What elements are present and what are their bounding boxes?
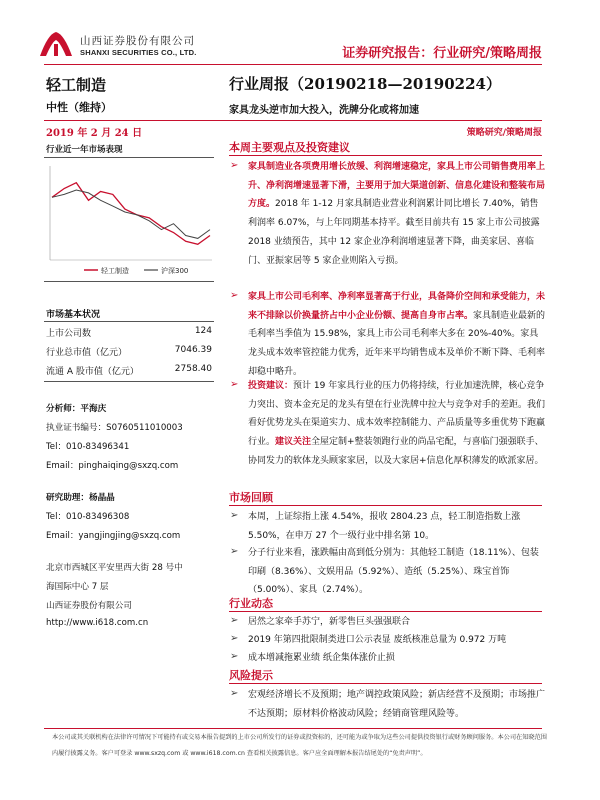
market-review-title: 市场回顾 xyxy=(229,491,273,504)
market-row-listed-count xyxy=(46,326,212,339)
address-line: 北京市西城区平安里西大街 28 号中 xyxy=(46,563,183,573)
view-paragraph-1 xyxy=(248,158,546,270)
company-name-cn: 山西证券股份有限公司 xyxy=(80,35,195,47)
market-row-value: 124 xyxy=(194,326,212,336)
analyst-tel: Tel：010-83496341 xyxy=(46,442,130,452)
market-row-total-cap xyxy=(46,345,212,358)
performance-divider xyxy=(44,157,214,158)
view-1-body: 2018 年 1-12 月家具制造业营业利润累计同比增长 7.40%，销售利润率 6.07%，与上年同期基本持平。截至目前共有 15 家上市公司披露 2018 业绩预告，其中 12 家企业净利润增速显著下降，曲美家居、喜临门、亚振家居等 5 家企业则陷入亏损。 xyxy=(248,199,540,266)
market-data-divider xyxy=(44,321,214,322)
industry-news-divider xyxy=(229,611,542,612)
chart-divider xyxy=(44,281,214,282)
bullet-icon: ➢ xyxy=(230,160,239,171)
view-2-highlight: 家具上市公司毛利率、净利率显著高于行业，具备降价空间和承受能力，未来不排除以价换量挤占中小企业份额、提高自身市占率。 xyxy=(248,292,546,321)
investment-advice-label: 投资建议： xyxy=(248,381,294,391)
news-item-3: 成本增减拖累业绩 纸企集体涨价止损 xyxy=(248,653,395,663)
bullet-icon: ➢ xyxy=(230,651,239,662)
header-divider xyxy=(44,64,542,65)
legend-label-industry: 轻工制造 xyxy=(101,267,129,275)
market-row-value: 2758.40 xyxy=(174,364,212,374)
analyst-name: 分析师：平海庆 xyxy=(46,404,107,414)
recommend-body: 全屋定制+整装领跑行业的尚品宅配，与喜临门强强联手、协同发力的软体龙头顾家家居，以及大家居+信息化厚积薄发的欧派家居。 xyxy=(248,437,544,466)
bullet-icon: ➢ xyxy=(230,510,239,521)
bullet-icon: ➢ xyxy=(230,633,239,644)
bullet-icon: ➢ xyxy=(230,688,239,699)
market-row-float-cap xyxy=(46,364,212,377)
view-2-body: 家具制造业最新的毛利率当季值为 15.98%，家具上市公司毛利率大多在 20%-40%。家具龙头成本效率管控能力优秀，近年来平均销售成本及单价不断下降、毛利率却稳中略升。 xyxy=(248,310,546,377)
market-row-label: 流通 A 股市值（亿元） xyxy=(46,367,139,377)
footer-divider xyxy=(44,728,542,729)
industry-rating: 中性（维持） xyxy=(46,101,112,114)
analyst-email[interactable]: Email：pinghaiqing@sxzq.com xyxy=(46,461,179,471)
company-logo xyxy=(38,30,74,58)
risk-divider xyxy=(229,683,542,684)
market-review-item-1: 本周，上证综指上涨 4.54%，报收 2804.23 点，轻工制造指数上涨 5.50%，在申万 27 个一级行业中排名第 10。 xyxy=(248,512,521,541)
report-subtitle: 家具龙头逆市加大投入，洗牌分化或将加速 xyxy=(229,105,419,116)
news-item-1: 居然之家牵手苏宁，新零售巨头强强联合 xyxy=(248,617,411,627)
category-tag: 策略研究/策略周报 xyxy=(466,128,542,138)
analyst-license: 执业证书编号：S0760511010003 xyxy=(46,423,183,433)
industry-news-title: 行业动态 xyxy=(229,597,273,610)
investment-advice-body: 预计 19 年家具行业的压力仍将持续，行业加速洗牌，核心竞争力突出、资本金充足的龙头有望在行业洗牌中拉大与竞争对手的差距。我们看好优势龙头在渠道实力、成本效率控制能力、产品质量等多重优势下跑赢行业。 xyxy=(248,381,546,448)
recommend-label: 建议关注 xyxy=(275,437,312,448)
view-1-highlight: 家具制造业各项费用增长放缓、利润增速稳定，家具上市公司销售费用率上升、净利润增速显著下滑，主要用于加大渠道创新、信息化建设和整装布局方度。 xyxy=(248,162,546,210)
company-website[interactable]: http://www.i618.com.cn xyxy=(46,618,149,628)
bullet-icon: ➢ xyxy=(230,290,239,301)
legend-label-index: 沪深300 xyxy=(161,267,189,275)
date-divider xyxy=(44,120,542,121)
view-paragraph-3 xyxy=(248,377,546,471)
views-section-title: 本周主要观点及投资建议 xyxy=(229,141,350,154)
industry-name: 轻工制造 xyxy=(46,76,107,94)
assistant-tel: Tel：010-83496308 xyxy=(46,512,130,522)
performance-chart xyxy=(44,160,216,278)
view-paragraph-2 xyxy=(248,288,546,382)
views-section-divider xyxy=(229,155,542,156)
market-review-divider xyxy=(229,505,542,506)
market-row-label: 行业总市值（亿元） xyxy=(46,348,128,358)
bullet-icon: ➢ xyxy=(230,379,239,390)
assistant-name: 研究助理：杨晶晶 xyxy=(46,493,115,503)
market-data-bottom-divider xyxy=(44,381,214,382)
disclaimer-footer: 本公司或其关联机构在法律许可情况下可能持有或交易本报告提到的上市公司所发行的证券或投资标的，还可能为或争取为这些公司提供投资银行或财务顾问服务。本公司在知晓范围内履行披露义务。客户可登录 www.sxzq.com 或 www.i618.com.cn 查看相关披露信息。客户应全面理解本报告结尾处的“免责声明”。 xyxy=(52,734,547,757)
market-data-title: 市场基本状况 xyxy=(46,310,101,320)
address-line: 海国际中心 7 层 xyxy=(46,582,109,592)
address-line: 山西证券股份有限公司 xyxy=(46,601,132,611)
bullet-icon: ➢ xyxy=(230,546,239,557)
market-review-item-2: 分子行业来看，涨跌幅由高到低分别为：其他轻工制造（18.11%）、包装印刷（8.36%）、文娱用品（5.92%）、造纸（5.25%）、珠宝首饰（5.00%）、家具（2.74%）。 xyxy=(248,548,539,596)
market-row-value: 7046.39 xyxy=(174,345,212,355)
risk-item-1: 宏观经济增长不及预期；地产调控政策风险；新店经营不及预期；市场推广不达预期；原材料价格波动风险；经销商管理风险等。 xyxy=(248,690,546,719)
report-title: 行业周报（20190218—20190224） xyxy=(229,75,501,93)
performance-title: 行业近一年市场表现 xyxy=(46,145,123,155)
assistant-email[interactable]: Email：yangjingjing@sxzq.com xyxy=(46,531,181,541)
bullet-icon: ➢ xyxy=(230,615,239,626)
report-type: 证券研究报告：行业研究/策略周报 xyxy=(342,46,542,61)
report-date: 2019 年 2 月 24 日 xyxy=(46,128,143,139)
series-line-index xyxy=(52,190,210,238)
risk-title: 风险提示 xyxy=(229,669,273,682)
market-row-label: 上市公司数 xyxy=(46,329,92,339)
news-item-2: 2019 年第四批限制类进口公示表显 废纸核准总量为 0.972 万吨 xyxy=(248,635,507,645)
company-name-en: SHANXI SECURITIES CO., LTD. xyxy=(80,48,197,57)
